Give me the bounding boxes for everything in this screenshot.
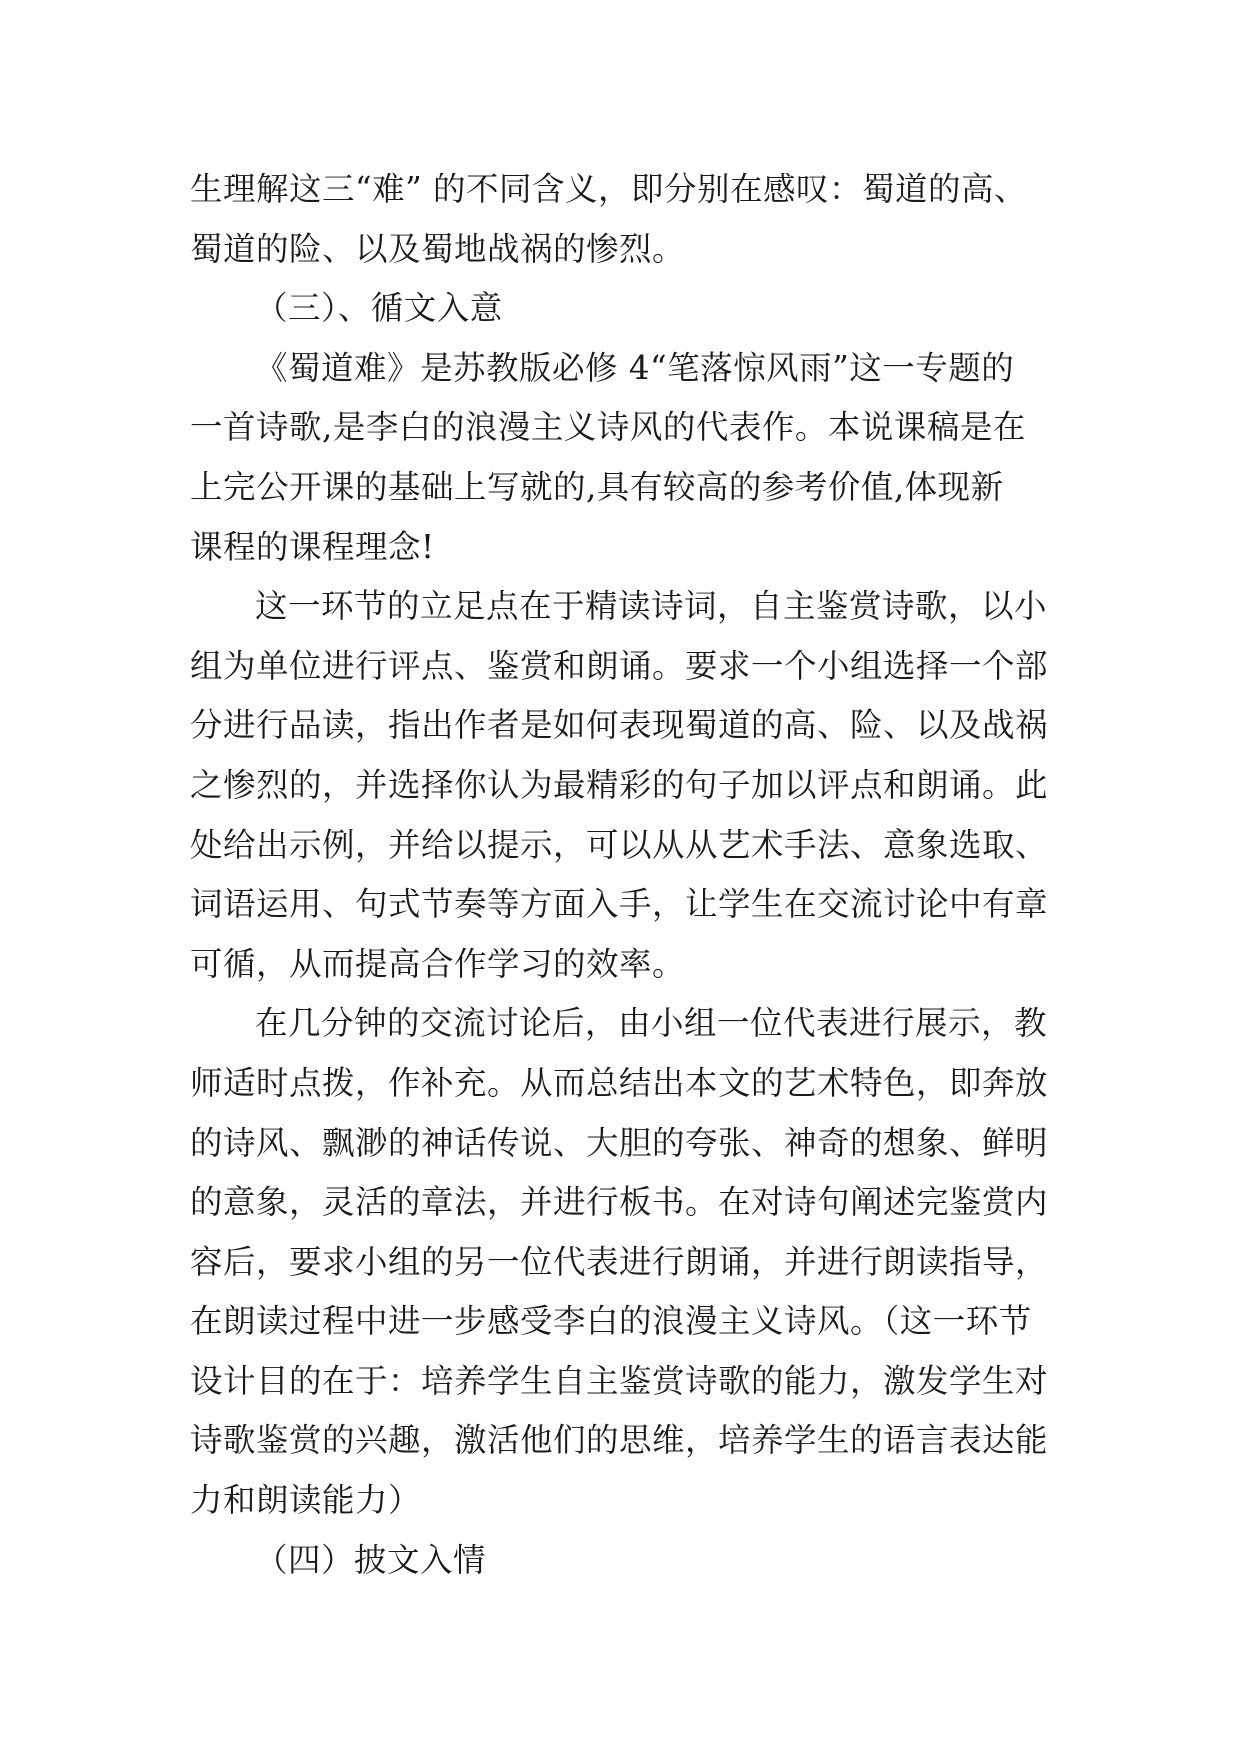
text-line: 容后，要求小组的另一位代表进行朗诵，并进行朗读指导，	[190, 1242, 1049, 1281]
text-line: 力和朗读能力）	[190, 1481, 422, 1520]
text-line: 在朗读过程中进一步感受李白的浪漫主义诗风。（这一环节	[190, 1302, 1032, 1341]
text-line: 可循，从而提高合作学习的效率。	[190, 944, 686, 983]
section-heading: （三）、循文入意	[255, 289, 503, 328]
text-line: 设计目的在于：培养学生自主鉴赏诗歌的能力，激发学生对	[190, 1361, 1049, 1400]
text-line: 之惨烈的，并选择你认为最精彩的句子加以评点和朗诵。此	[190, 765, 1049, 804]
text-line: 师适时点拨，作补充。从而总结出本文的艺术特色，即奔放	[190, 1063, 1049, 1102]
text-line: 课程的课程理念!	[190, 527, 435, 566]
text-line: 词语运用、句式节奏等方面入手，让学生在交流讨论中有章	[190, 885, 1049, 924]
text-line: 处给出示例，并给以提示，可以从从艺术手法、意象选取、	[190, 825, 1049, 864]
text-line: 的意象，灵活的章法，并进行板书。在对诗句阐述完鉴赏内	[190, 1183, 1049, 1222]
document-body	[190, 160, 1070, 1590]
text-line: 组为单位进行评点、鉴赏和朗诵。要求一个小组选择一个部	[190, 646, 1049, 685]
text-line: 上完公开课的基础上写就的,具有较高的参考价值,体现新	[190, 467, 1004, 506]
text-line: 的诗风、飘渺的神话传说、大胆的夸张、神奇的想象、鲜明	[190, 1123, 1049, 1162]
section-heading: （四）披文入情	[255, 1540, 487, 1579]
text-line: 蜀道的险、以及蜀地战祸的惨烈。	[190, 229, 686, 268]
text-line: 这一环节的立足点在于精读诗词，自主鉴赏诗歌，以小	[255, 587, 1048, 626]
text-line: 生理解这三“难” 的不同含义，即分别在感叹：蜀道的高、	[190, 170, 1028, 208]
text-line: 诗歌鉴赏的兴趣，激活他们的思维，培养学生的语言表达能	[190, 1421, 1049, 1460]
text-line: 《蜀道难》是苏教版必修 4“笔落惊风雨”这一专题的	[255, 348, 1015, 387]
text-line: 分进行品读，指出作者是如何表现蜀道的高、险、以及战祸	[190, 706, 1049, 745]
text-line: 在几分钟的交流讨论后，由小组一位代表进行展示，教	[255, 1004, 1048, 1043]
text-line: 一首诗歌,是李白的浪漫主义诗风的代表作。本说课稿是在	[190, 408, 1026, 447]
